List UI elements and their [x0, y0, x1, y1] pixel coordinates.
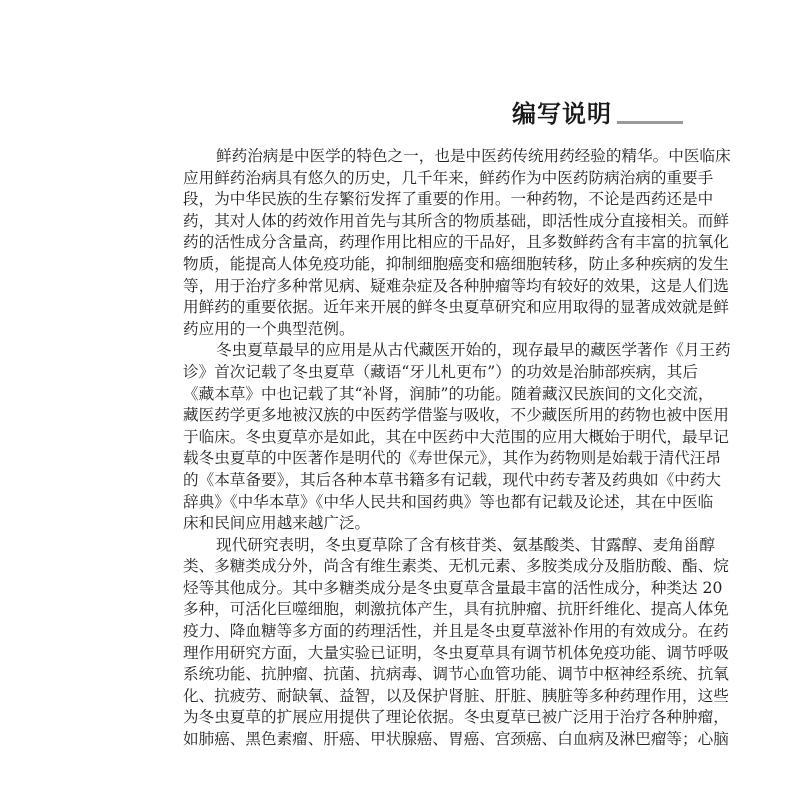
- text-line: 药，其对人体的药效作用首先与其所含的物质基础，即活性成分直接相关。而鲜: [183, 211, 729, 230]
- text-line: 鲜药治病是中医学的特色之一，也是中医药传统用药经验的精华。中医临床: [216, 147, 731, 165]
- text-line: 药的活性成分含量高，药理作用比相应的干品好，且多数鲜药含有丰富的抗氧化: [183, 233, 729, 252]
- text-line: 药应用的一个典型范例。: [183, 319, 355, 338]
- text-line: 化、抗疲劳、耐缺氧、益智，以及保护肾脏、肝脏、胰脏等多种药理作用，这些: [183, 686, 729, 705]
- text-line: 类、多糖类成分外，尚含有维生素类、无机元素、多胺类成分及脂肪酸、酯、烷: [183, 557, 729, 576]
- text-line: 烃等其他成分。其中多糖类成分是冬虫夏草含量最丰富的活性成分，种类达 20: [183, 578, 723, 597]
- text-line: 用鲜药的重要依据。近年来开展的鲜冬虫夏草研究和应用取得的显著成效就是鲜: [183, 298, 729, 317]
- text-line: 辞典》《中华本草》《中华人民共和国药典》等也都有记载及论述，其在中医临: [183, 492, 714, 511]
- text-line: 现代研究表明，冬虫夏草除了含有核苷类、氨基酸类、甘露醇、麦角甾醇: [216, 535, 716, 554]
- paragraph: [183, 535, 729, 751]
- page-title: 编写说明: [512, 99, 612, 128]
- text-line: 载冬虫夏草的中医著作是明代的《寿世保元》，其作为药物则是始载于清代汪昂: [183, 449, 721, 468]
- text-line: 床和民间应用越来越广泛。: [183, 514, 371, 533]
- text-line: 系统功能、抗肿瘤、抗菌、抗病毒、调节心血管功能、调节中枢神经系统、抗氧: [183, 665, 729, 684]
- text-line: 多种，可活化巨噬细胞，刺激抗体产生，具有抗肿瘤、抗肝纤维化、提高人体免: [183, 600, 729, 619]
- text-line: 理作用研究方面，大量实验已证明，冬虫夏草具有调节机体免疫功能、调节呼吸: [183, 643, 729, 662]
- text-line: 应用鲜药治病具有悠久的历史，几千年来，鲜药作为中医药防病治病的重要手: [183, 168, 714, 187]
- text-line: 物质，能提高人体免疫功能，抑制细胞癌变和癌细胞转移，防止多种疾病的发生: [183, 254, 729, 273]
- text-line: 于临床。冬虫夏草亦是如此，其在中医药中大范围的应用大概始于明代，最早记: [183, 427, 729, 446]
- paragraph: [183, 146, 731, 340]
- text-line: 段，为中华民族的生存繁衍发挥了重要的作用。一种药物，不论是西药还是中: [183, 190, 714, 209]
- text-line: 为冬虫夏草的扩展应用提供了理论依据。冬虫夏草已被广泛用于治疗各种肿瘤，: [183, 708, 729, 727]
- text-line: 诊》首次记载了冬虫夏草（藏语“牙儿札更布”）的功效是治肺部疾病，其后: [183, 362, 698, 381]
- text-line: 疫力、降血糖等多方面的药理活性，并且是冬虫夏草滋补作用的有效成分。在药: [183, 622, 729, 641]
- text-line: 《藏本草》中也记载了其“补肾，润肺”的功能。随着藏汉民族间的文化交流，: [183, 384, 714, 403]
- paragraph: [183, 340, 731, 534]
- title-rule-divider: [617, 121, 683, 124]
- text-line: 藏医药学更多地被汉族的中医药学借鉴与吸收，不少藏医所用的药物也被中医用: [183, 406, 729, 425]
- document-body: [183, 146, 731, 751]
- text-line: 如肺癌、黑色素瘤、肝癌、甲状腺癌、胃癌、宫颈癌、白血病及淋巴瘤等；心脑: [183, 730, 729, 749]
- text-line: 冬虫夏草最早的应用是从古代藏医开始的，现存最早的藏医学著作《月王药: [216, 341, 731, 360]
- text-line: 的《本草备要》，其后各种本草书籍多有记载，现代中药专著及药典如《中药大: [183, 470, 721, 489]
- text-line: 等，用于治疗多种常见病、疑难杂症及各种肿瘤等均有较好的效果，这是人们选: [183, 276, 729, 295]
